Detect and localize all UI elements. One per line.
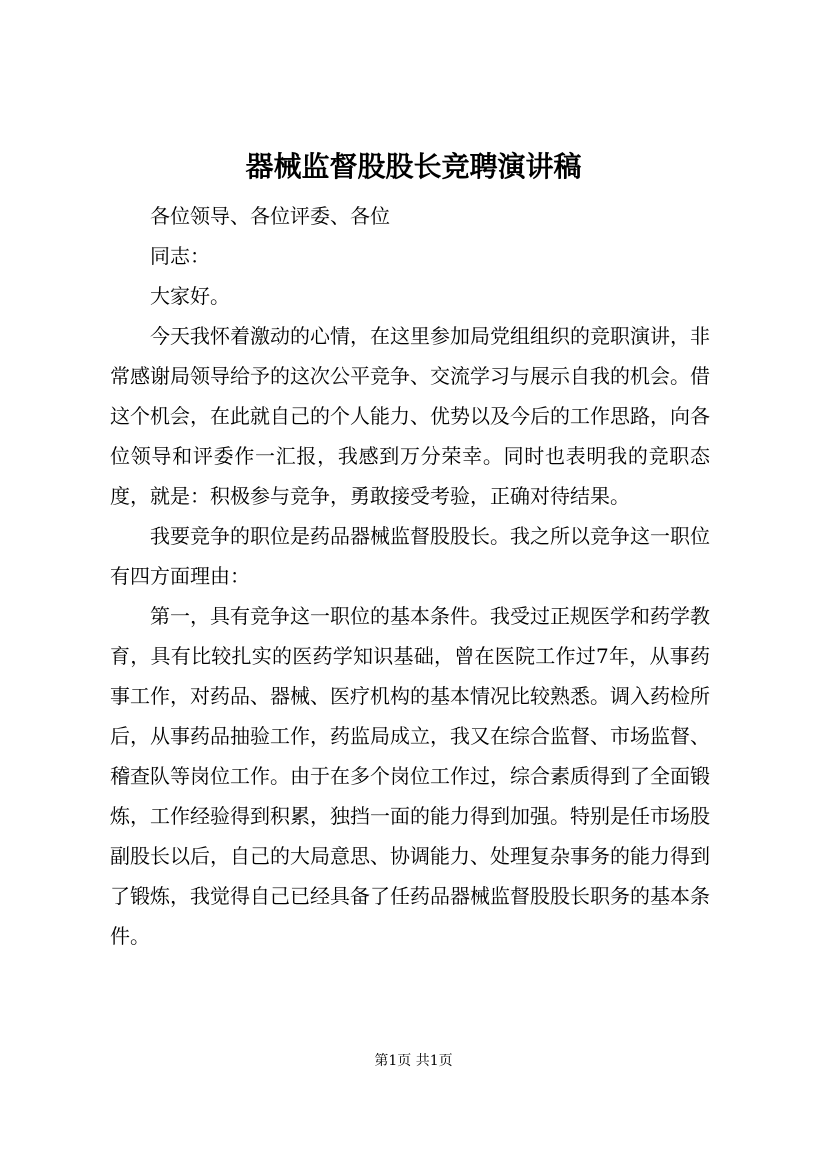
salutation-line-2: 同志： bbox=[150, 244, 210, 268]
salutation-line-1: 各位领导、各位评委、各位 bbox=[150, 204, 390, 228]
document-title: 器械监督股股长竞聘演讲稿 bbox=[245, 150, 582, 183]
greeting: 大家好。 bbox=[150, 284, 230, 308]
position-paragraph: 我要竞争的职位是药品器械监督股股长。我之所以竞争这一职位有四方面理由： bbox=[110, 524, 710, 588]
intro-paragraph: 今天我怀着激动的心情，在这里参加局党组组织的竞职演讲，非常感谢局领导给予的这次公平竞争、交流学习与展示自我的机会。借这个机会，在此就自己的个人能力、优势以及今后的工作思路，向各位领导和评委作一汇报，我感到万分荣幸。同时也表明我的竞职态度，就是：积极参与竞争，勇敢接受考验，正确对待结果。 bbox=[110, 324, 710, 508]
reason-one-paragraph: 第一，具有竞争这一职位的基本条件。我受过正规医学和药学教育，具有比较扎实的医药学知识基础，曾在医院工作过7年，从事药事工作，对药品、器械、医疗机构的基本情况比较熟悉。调入药检所后，从事药品抽验工作，药监局成立，我又在综合监督、市场监督、稽查队等岗位工作。由于在多个岗位工作过，综合素质得到了全面锻炼，工作经验得到积累，独挡一面的能力得到加强。特别是任市场股副股长以后，自己的大局意思、协调能力、处理复杂事务的能力得到了锻炼，我觉得自己已经具备了任药品器械监督股股长职务的基本条件。 bbox=[110, 604, 710, 948]
document-body bbox=[110, 196, 710, 956]
page-footer: 第1页 共1页 bbox=[374, 1053, 453, 1069]
